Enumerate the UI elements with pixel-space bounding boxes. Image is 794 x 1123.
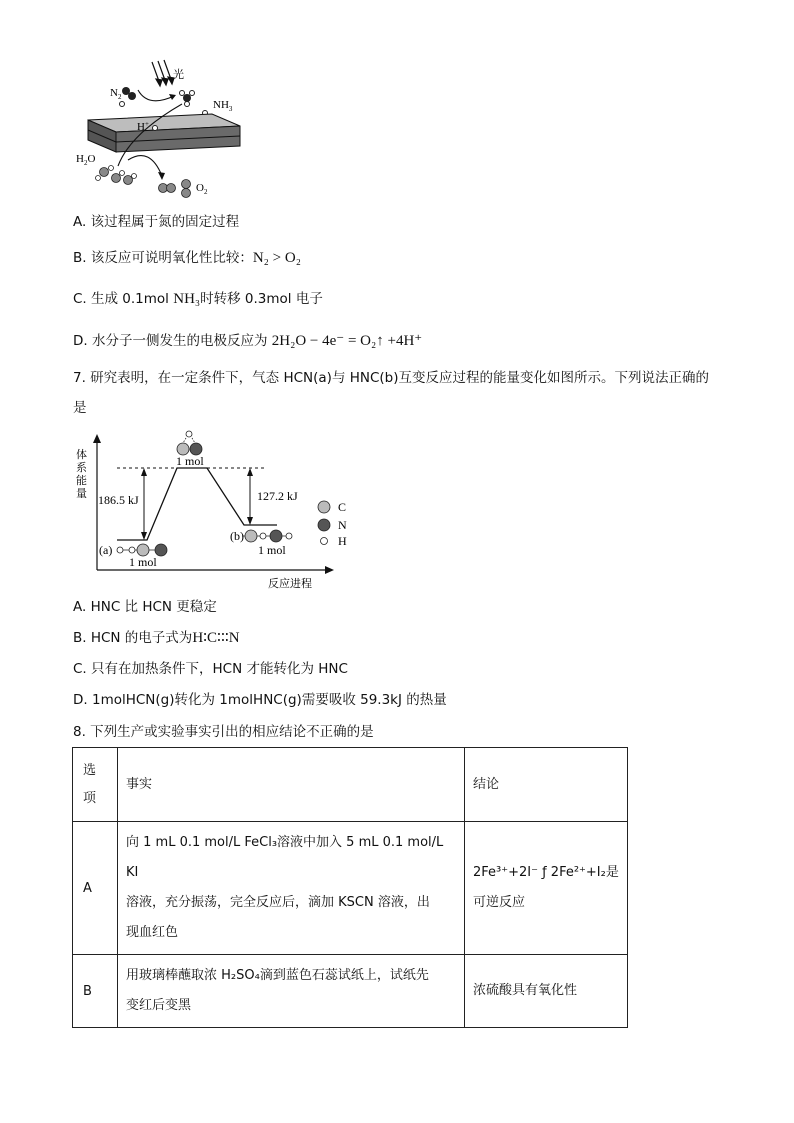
row-b-conclusion: 浓硫酸具有氧化性 — [465, 955, 628, 1028]
catalyst-slab — [88, 114, 240, 152]
table-header-row — [73, 748, 628, 822]
light-label: 光 — [173, 68, 184, 81]
row-b-fact: 用玻璃棒蘸取浓 H₂SO₄滴到蓝色石蕊试纸上，试纸先 变红后变黑 — [118, 955, 465, 1028]
legend-c: C — [338, 500, 347, 514]
q6-option-d: D. 水分子一侧发生的电极反应为 2H₂O − 4e⁻ = O₂↑ +4H⁺ — [73, 333, 423, 349]
row-a-option: A — [73, 822, 118, 955]
light-arrows-icon — [152, 60, 174, 86]
header-conclusion: 结论 — [465, 748, 628, 822]
carbon-legend-icon — [318, 501, 330, 513]
q6-option-b: B. 该反应可说明氧化性比较：N₂ > O₂ — [73, 250, 301, 266]
b-label: (b) — [230, 529, 244, 543]
header-fact: 事实 — [118, 748, 465, 822]
q6-option-a: A. 该过程属于氮的固定过程 — [73, 214, 240, 230]
b-mol-label: 1 mol — [258, 543, 286, 557]
table-row — [73, 822, 628, 955]
q7-option-a: A. HNC 比 HCN 更稳定 — [73, 599, 217, 615]
h-plus-label: H+ — [137, 120, 149, 133]
header-option: 选 项 — [73, 748, 118, 822]
table-row — [73, 955, 628, 1028]
a-mol-label: 1 mol — [129, 555, 157, 569]
x-axis-label: 反应进程 — [268, 577, 312, 590]
legend — [318, 501, 330, 545]
row-a-conclusion: 2Fe³⁺+2I⁻ ƒ 2Fe²⁺+I₂是 可逆反应 — [465, 822, 628, 955]
energy-profile-line — [117, 468, 277, 540]
q7-option-b: B. HCN 的电子式为H∶C∶∶∶N — [73, 630, 240, 646]
hydrogen-legend-icon — [321, 538, 328, 545]
q7-stem-line2: 是 — [73, 400, 87, 416]
water-to-o2-arrow-icon — [128, 156, 162, 176]
photocatalysis-figure — [70, 58, 260, 204]
left-energy-label: 186.5 kJ — [98, 493, 139, 507]
n2-label: $N_2$ — [110, 87, 122, 101]
q6-option-c: C. 生成 0.1mol NH₃时转移 0.3mol 电子 — [73, 291, 323, 307]
a-label: (a) — [99, 543, 113, 557]
legend-n: N — [338, 518, 347, 532]
q7-option-d: D. 1molHCN(g)转化为 1molHNC(g)需要吸收 59.3kJ 的热量 — [73, 692, 447, 708]
o2-label: $O_2$ — [196, 182, 208, 196]
right-energy-label: 127.2 kJ — [257, 489, 298, 503]
legend-h: H — [338, 534, 347, 548]
top-mol-label: 1 mol — [176, 454, 204, 468]
q7-stem-line1: 7. 研究表明，在一定条件下，气态 HCN(a)与 HNC(b)互变反应过程的能量变化如图所示。下列说法正确的 — [73, 370, 710, 386]
q7-option-c: C. 只有在加热条件下，HCN 才能转化为 HNC — [73, 661, 348, 677]
h2o-label: $H_2O$ — [76, 153, 96, 167]
hnc-molecule-icon — [242, 530, 292, 542]
row-b-option: B — [73, 955, 118, 1028]
row-a-fact: 向 1 mL 0.1 mol/L FeCl₃溶液中加入 5 mL 0.1 mol/L KI 溶液，充分振荡，完全反应后，滴加 KSCN 溶液，出 现血红色 — [118, 822, 465, 955]
water-molecules-icon — [96, 166, 137, 185]
transition-molecule-icon — [177, 431, 202, 455]
q8-table — [72, 747, 628, 1028]
n2-to-nh3-arrow-icon — [138, 90, 174, 101]
o2-molecules-icon — [159, 180, 191, 198]
nitrogen-legend-icon — [318, 519, 330, 531]
nh3-molecule-icon — [183, 94, 191, 102]
q8-stem: 8. 下列生产或实验事实引出的相应结论不正确的是 — [73, 724, 374, 740]
energy-diagram — [72, 430, 372, 592]
y-axis-label: 体 系 能 量 — [76, 448, 87, 500]
nh3-label: $NH_3$ — [213, 99, 233, 113]
